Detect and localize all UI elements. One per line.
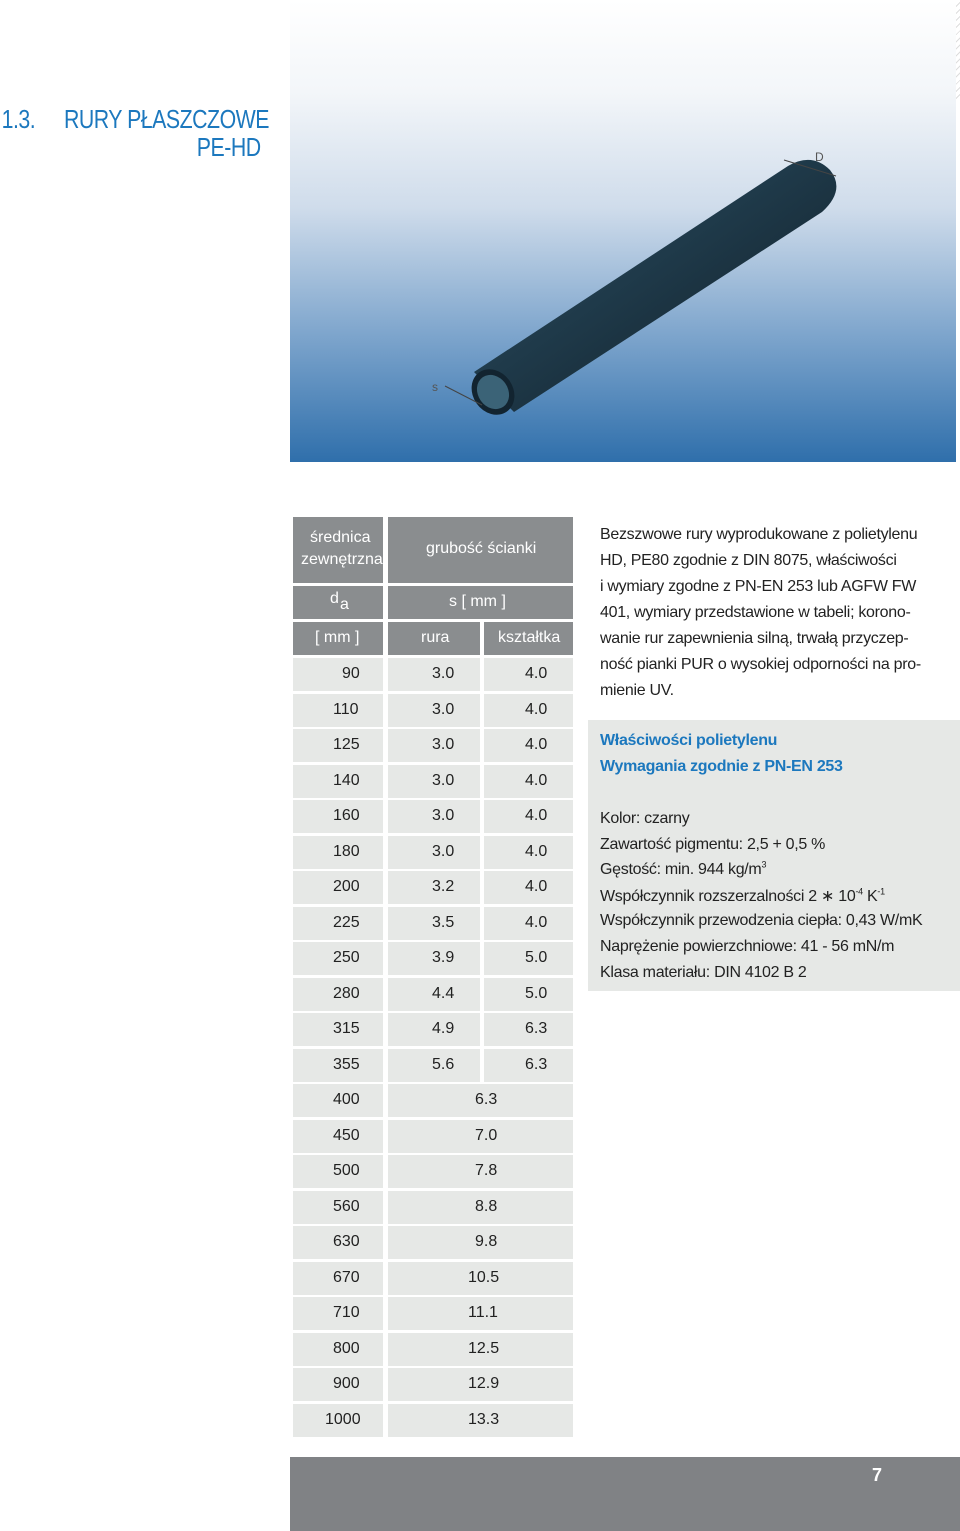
table-cell-ksztaltka [484, 765, 573, 798]
diameter-value: 800 [333, 1340, 360, 1357]
diameter-value: 355 [333, 1056, 360, 1073]
table-cell-diameter [293, 1404, 383, 1437]
diameter-value: 160 [333, 807, 360, 824]
rura-value: 3.0 [432, 843, 455, 860]
table-cell-thickness [388, 1368, 573, 1401]
table-cell-thickness [388, 1084, 573, 1117]
diameter-value: 125 [333, 736, 360, 753]
diameter-value: 400 [333, 1091, 360, 1108]
header-symbol-sub: a [340, 596, 349, 613]
table-cell-rura [388, 942, 480, 975]
thickness-value: 8.8 [475, 1198, 498, 1215]
table-cell-diameter [293, 1368, 383, 1401]
table-cell-thickness [388, 1333, 573, 1366]
rura-value: 5.6 [432, 1056, 455, 1073]
table-cell-thickness [388, 1191, 573, 1224]
pipe-body [474, 160, 836, 412]
prop-color: Kolor: czarny [600, 810, 690, 827]
header-mm: [ mm ] [315, 629, 360, 646]
table-cell-thickness [388, 1262, 573, 1295]
table-cell-diameter [293, 729, 383, 762]
rura-value: 4.9 [432, 1020, 455, 1037]
diameter-value: 180 [333, 843, 360, 860]
ksztaltka-value: 4.0 [525, 878, 548, 895]
ksztaltka-value: 6.3 [525, 1056, 548, 1073]
diameter-value: 630 [333, 1233, 360, 1250]
ksztaltka-value: 5.0 [525, 949, 548, 966]
table-cell-ksztaltka [484, 942, 573, 975]
section-title [0, 104, 270, 162]
diameter-value: 280 [333, 985, 360, 1002]
table-cell-ksztaltka [484, 800, 573, 833]
pipe-figure [290, 0, 956, 462]
rura-value: 3.0 [432, 701, 455, 718]
thickness-value: 12.5 [468, 1340, 500, 1357]
table-cell-rura [388, 658, 480, 691]
table-cell-rura [388, 765, 480, 798]
prop-expansion-sup1: -4 [855, 886, 863, 897]
diameter-value: 670 [333, 1269, 360, 1286]
table-cell-ksztaltka [484, 729, 573, 762]
pipe-illustration [290, 0, 956, 462]
table-cell-diameter [293, 978, 383, 1011]
prop-expansion-sup2: -1 [877, 886, 885, 897]
header-cell-rura [388, 622, 480, 655]
table-cell-diameter [293, 1084, 383, 1117]
prop-expansion-text: Współczynnik rozszerzalności 2 ∗ 10 [600, 888, 856, 905]
header-cell-unit [388, 586, 573, 619]
diameter-value: 710 [333, 1304, 360, 1321]
table-cell-thickness [388, 1297, 573, 1330]
header-cell-thickness [388, 517, 573, 583]
thickness-value: 10.5 [468, 1269, 500, 1286]
ksztaltka-value: 6.3 [525, 1020, 548, 1037]
ksztaltka-value: 4.0 [525, 665, 548, 682]
diameter-value: 560 [333, 1198, 360, 1215]
table-cell-diameter [293, 1191, 383, 1224]
table-cell-rura [388, 871, 480, 904]
rura-value: 3.2 [432, 878, 455, 895]
diameter-value: 450 [333, 1127, 360, 1144]
table-cell-thickness [388, 1155, 573, 1188]
section-number: 1.3. [1, 104, 36, 134]
prop-density-text: Gęstość: min. 944 kg/m [600, 861, 762, 878]
diameter-value: 900 [333, 1375, 360, 1392]
table-cell-rura [388, 978, 480, 1011]
table-cell-rura [388, 694, 480, 727]
header-cell-mm [293, 622, 383, 655]
table-cell-diameter [293, 1226, 383, 1259]
prop-material-class: Klasa materiału: DIN 4102 B 2 [600, 964, 807, 981]
properties-heading: Właściwości polietylenu [600, 732, 778, 749]
table-cell-rura [388, 1013, 480, 1046]
rura-value: 3.9 [432, 949, 455, 966]
description-line: HD, PE80 zgodnie z DIN 8075, właściwości [600, 552, 897, 569]
thickness-value: 11.1 [468, 1304, 498, 1321]
thickness-value: 13.3 [468, 1411, 500, 1428]
thickness-value: 6.3 [475, 1091, 498, 1108]
table-cell-ksztaltka [484, 907, 573, 940]
prop-pigment: Zawartość pigmentu: 2,5 + 0,5 % [600, 836, 826, 853]
header-unit: s [ mm ] [449, 593, 506, 610]
rura-value: 4.4 [432, 985, 455, 1002]
ksztaltka-value: 4.0 [525, 701, 548, 718]
table-cell-diameter [293, 694, 383, 727]
ksztaltka-value: 4.0 [525, 807, 548, 824]
description [600, 522, 945, 704]
table-cell-rura [388, 836, 480, 869]
diameter-value: 140 [333, 772, 360, 789]
table-cell-diameter [293, 1049, 383, 1082]
properties-subheading: Wymagania zgodnie z PN-EN 253 [600, 758, 843, 775]
prop-density-sup: 3 [761, 859, 767, 870]
section-title-line2: PE-HD [196, 132, 261, 162]
table-cell-rura [388, 1049, 480, 1082]
table-cell-diameter [293, 871, 383, 904]
label-d: D [815, 150, 824, 164]
ksztaltka-value: 4.0 [525, 736, 548, 753]
description-line: 401, wymiary przedstawione w tabeli; korono- [600, 604, 911, 621]
prop-density [600, 861, 766, 879]
rura-value: 3.0 [432, 665, 455, 682]
header-thickness: grubość ścianki [426, 540, 537, 557]
header-cell-diameter [293, 517, 383, 583]
label-s: s [432, 380, 438, 394]
diameter-value: 110 [333, 701, 359, 718]
table-cell-rura [388, 907, 480, 940]
table-cell-diameter [293, 1297, 383, 1330]
table-cell-ksztaltka [484, 978, 573, 1011]
header-diameter-line2: zewnętrzna [301, 551, 383, 568]
description-line: Bezszwowe rury wyprodukowane z polietylenu [600, 526, 918, 543]
prop-conductivity: Współczynnik przewodzenia ciepła: 0,43 W/mK [600, 912, 923, 929]
diameter-value: 500 [333, 1162, 360, 1179]
table-cell-diameter [293, 658, 383, 691]
diameter-value: 90 [342, 665, 360, 682]
header-rura: rura [421, 629, 450, 646]
table-cell-diameter [293, 907, 383, 940]
description-line: mienie UV. [600, 682, 674, 699]
prop-surface-tension: Naprężenie powierzchniowe: 41 - 56 mN/m [600, 938, 895, 955]
rura-value: 3.0 [432, 772, 455, 789]
table-cell-ksztaltka [484, 694, 573, 727]
table-cell-diameter [293, 800, 383, 833]
thickness-value: 7.0 [475, 1127, 498, 1144]
header-cell-ksztaltka [484, 622, 573, 655]
table-cell-ksztaltka [484, 658, 573, 691]
diameter-value: 200 [333, 878, 360, 895]
table-cell-diameter [293, 1262, 383, 1295]
ksztaltka-value: 4.0 [525, 843, 548, 860]
table-cell-diameter [293, 1155, 383, 1188]
header-ksztaltka: kształtka [498, 629, 561, 646]
diameter-value: 1000 [325, 1411, 361, 1428]
table-cell-diameter [293, 836, 383, 869]
thickness-value: 12.9 [468, 1375, 500, 1392]
table-cell-thickness [388, 1404, 573, 1437]
diameter-value: 225 [333, 914, 360, 931]
ksztaltka-value: 4.0 [525, 914, 548, 931]
footer-bar [290, 1457, 960, 1531]
table-cell-ksztaltka [484, 871, 573, 904]
table-cell-rura [388, 800, 480, 833]
prop-expansion-unit: K [862, 888, 878, 905]
table-cell-thickness [388, 1226, 573, 1259]
table-cell-diameter [293, 942, 383, 975]
header-cell-symbol [293, 586, 383, 619]
description-line: ność pianki PUR o wysokiej odporności na pro- [600, 656, 921, 673]
table-cell-thickness [388, 1120, 573, 1153]
rura-value: 3.0 [432, 807, 455, 824]
header-symbol: d [330, 590, 339, 607]
table-cell-rura [388, 729, 480, 762]
rura-value: 3.5 [432, 914, 455, 931]
table-cell-ksztaltka [484, 1049, 573, 1082]
section-title-line1: RURY PŁASZCZOWE [63, 104, 270, 134]
page-number: 7 [872, 1465, 883, 1485]
description-line: i wymiary zgodne z PN-EN 253 lub AGFW FW [600, 578, 917, 595]
rura-value: 3.0 [432, 736, 455, 753]
table-cell-diameter [293, 1013, 383, 1046]
table-cell-diameter [293, 765, 383, 798]
diameter-value: 315 [333, 1020, 360, 1037]
table-cell-diameter [293, 1333, 383, 1366]
header-diameter-line1: średnica [310, 529, 371, 546]
description-line: wanie rur zapewnienia silną, trwałą przyczep- [600, 630, 909, 647]
diameter-value: 250 [333, 949, 360, 966]
ksztaltka-value: 5.0 [525, 985, 548, 1002]
thickness-value: 7.8 [475, 1162, 498, 1179]
table-cell-ksztaltka [484, 836, 573, 869]
table-cell-diameter [293, 1120, 383, 1153]
prop-expansion [600, 886, 885, 906]
ksztaltka-value: 4.0 [525, 772, 548, 789]
table-cell-ksztaltka [484, 1013, 573, 1046]
thickness-value: 9.8 [475, 1233, 498, 1250]
